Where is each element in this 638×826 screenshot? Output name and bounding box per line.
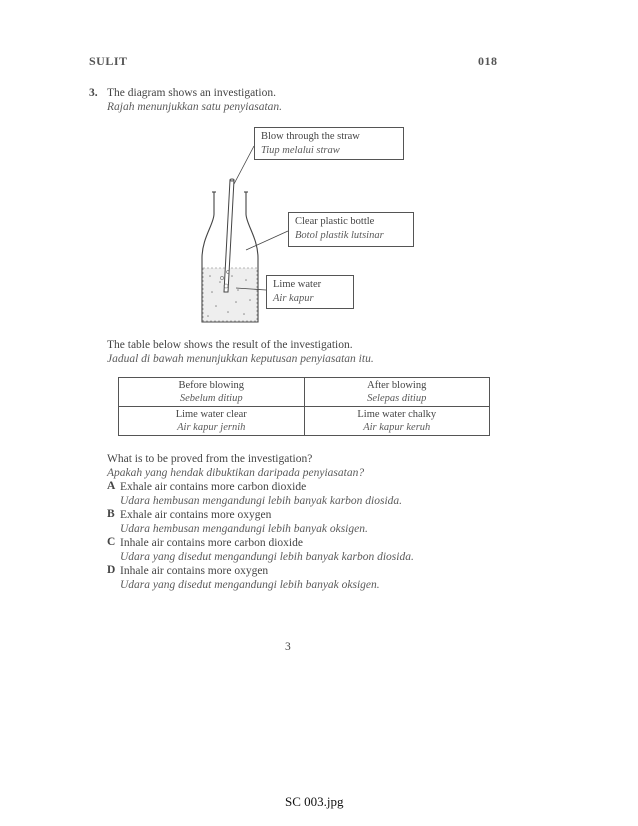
option-text-ms: Udara yang disedut mengandungi lebih banyak karbon diosida. <box>120 551 414 563</box>
cell-after-en: After blowing <box>367 380 427 391</box>
file-caption: SC 003.jpg <box>285 794 344 809</box>
option-text-en: Inhale air contains more oxygen <box>120 565 269 577</box>
label-lime <box>266 275 354 309</box>
label-bottle-ms: Botol plastik lutsinar <box>295 230 384 241</box>
table-cell <box>304 378 490 407</box>
label-straw <box>254 127 404 160</box>
option-text-ms: Udara hembusan mengandungi lebih banyak karbon diosida. <box>120 495 403 507</box>
cell-chalky-ms: Air kapur keruh <box>363 422 431 433</box>
table-row <box>119 407 490 436</box>
cell-after-ms: Selepas ditiup <box>367 393 427 404</box>
table-cell <box>119 407 305 436</box>
option-text-en: Inhale air contains more carbon dioxide <box>120 537 303 549</box>
prompt-en: What is to be proved from the investigation? <box>107 453 313 465</box>
question-number: 3. <box>89 87 98 99</box>
lime-water <box>203 268 257 321</box>
label-lime-en: Lime water <box>273 279 322 290</box>
option-text-en: Exhale air contains more carbon dioxide <box>120 481 307 493</box>
label-straw-ms: Tiup melalui straw <box>261 145 340 156</box>
cell-clear-ms: Air kapur jernih <box>177 422 246 433</box>
header-sulit: SULIT <box>89 54 128 68</box>
option-text-en: Exhale air contains more oxygen <box>120 509 272 521</box>
option-letter: A <box>107 480 116 492</box>
option-letter: B <box>107 508 115 520</box>
label-straw-en: Blow through the straw <box>261 131 360 142</box>
option-text-ms: Udara hembusan mengandungi lebih banyak oksigen. <box>120 523 368 535</box>
table-cell <box>304 407 490 436</box>
question-stem-ms: Rajah menunjukkan satu penyiasatan. <box>107 101 283 113</box>
header-code: 018 <box>478 54 498 68</box>
table-row <box>119 378 490 407</box>
cell-chalky-en: Lime water chalky <box>357 409 437 420</box>
prompt-ms: Apakah yang hendak dibuktikan daripada penyiasatan? <box>107 467 365 479</box>
label-bottle-en: Clear plastic bottle <box>295 216 375 227</box>
label-lime-ms: Air kapur <box>273 293 314 304</box>
question-stem-en: The diagram shows an investigation. <box>107 87 276 99</box>
cell-before-en: Before blowing <box>178 380 245 391</box>
cell-before-ms: Sebelum ditiup <box>179 393 243 404</box>
option-text-ms: Udara yang disedut mengandungi lebih banyak oksigen. <box>120 579 380 591</box>
table-cell <box>119 378 305 407</box>
option-letter: D <box>107 564 116 576</box>
option-letter: C <box>107 536 116 548</box>
page-number: 3 <box>285 641 291 653</box>
label-bottle <box>288 212 414 247</box>
results-table <box>118 377 490 436</box>
cell-clear-en: Lime water clear <box>175 409 247 420</box>
table-intro-en: The table below shows the result of the investigation. <box>107 339 353 351</box>
table-intro-ms: Jadual di bawah menunjukkan keputusan penyiasatan itu. <box>107 353 374 365</box>
